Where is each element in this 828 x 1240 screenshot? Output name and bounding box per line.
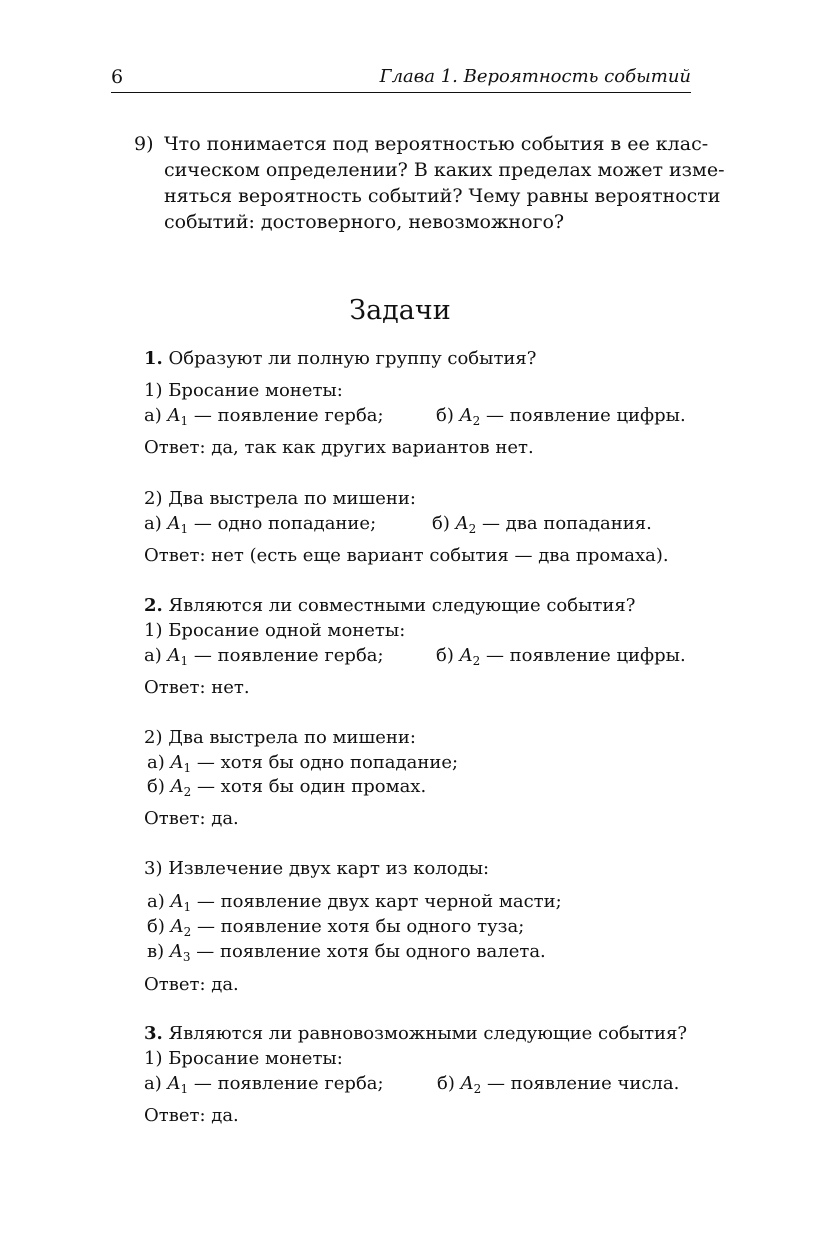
event-b: [147, 776, 426, 797]
event-prefix: а): [144, 405, 168, 426]
case-label: 2) Два выстрела по мишени:: [144, 488, 416, 509]
event-text: — появление герба;: [188, 405, 384, 426]
question-line: Что понимается под вероятностью события в ее клас-: [164, 133, 709, 155]
answer: Ответ: да, так как других вариантов нет.: [144, 437, 534, 458]
event-sub: 1: [183, 761, 192, 775]
problem-text: Являются ли совместными следующие события?: [168, 595, 636, 616]
event-a: [147, 752, 458, 773]
event-var: A: [460, 1073, 474, 1094]
event-text: — появление хотя бы одного туза;: [191, 916, 525, 937]
event-var: A: [459, 645, 473, 666]
event-text: — появление цифры.: [480, 645, 686, 666]
event-text: — появление герба;: [188, 1073, 384, 1094]
event-sub: 1: [180, 1082, 189, 1096]
problem-2-statement: [144, 595, 635, 616]
answer: Ответ: да.: [144, 1105, 239, 1126]
event-sub: 3: [182, 950, 191, 964]
event-text: — два попадания.: [476, 513, 652, 534]
event-var: A: [167, 405, 181, 426]
section-title: [0, 295, 800, 326]
event-a: [147, 891, 562, 912]
event-sub: 2: [472, 654, 481, 668]
problem-number: 1.: [144, 348, 163, 369]
problem-number: 2.: [144, 595, 163, 616]
event-b: [437, 1073, 679, 1094]
event-c: [147, 941, 546, 962]
event-sub: 1: [183, 900, 192, 914]
event-prefix: а): [144, 1073, 168, 1094]
event-sub: 1: [180, 414, 189, 428]
case-label: 1) Бросание монеты:: [144, 1048, 343, 1069]
event-text: — появление хотя бы одного валета.: [190, 941, 546, 962]
page-number: 6: [111, 66, 124, 88]
question-line: няться вероятность событий? Чему равны вероятности: [164, 185, 721, 207]
answer: Ответ: да.: [144, 974, 239, 995]
running-header: [111, 66, 691, 93]
event-text: — появление герба;: [188, 645, 384, 666]
event-text: — хотя бы одно попадание;: [191, 752, 459, 773]
event-prefix: б): [432, 513, 456, 534]
case-label: 1) Бросание одной монеты:: [144, 620, 406, 641]
case-label: 3) Извлечение двух карт из колоды:: [144, 858, 490, 879]
problem-1-statement: [144, 348, 536, 369]
event-var: A: [455, 513, 469, 534]
event-prefix: б): [147, 916, 171, 937]
section-title-text: Задачи: [349, 295, 451, 326]
event-sub: 2: [183, 785, 192, 799]
event-a: [144, 645, 384, 666]
event-prefix: б): [437, 1073, 461, 1094]
question-line: сическом определении? В каких пределах может изме-: [164, 159, 725, 181]
problem-number: 3.: [144, 1023, 163, 1044]
event-prefix: а): [147, 891, 171, 912]
event-text: — появление числа.: [481, 1073, 680, 1094]
answer: Ответ: нет (есть еще вариант события — два промаха).: [144, 545, 669, 566]
event-var: A: [459, 405, 473, 426]
case-label: 1) Бросание монеты:: [144, 380, 343, 401]
event-var: A: [167, 645, 181, 666]
event-b: [147, 916, 524, 937]
problem-3-statement: [144, 1023, 687, 1044]
event-text: — появление двух карт черной масти;: [191, 891, 562, 912]
event-text: — появление цифры.: [480, 405, 686, 426]
event-prefix: б): [436, 645, 460, 666]
event-prefix: а): [147, 752, 171, 773]
event-var: A: [167, 513, 181, 534]
event-sub: 2: [472, 414, 481, 428]
event-var: A: [170, 916, 184, 937]
case-label: 2) Два выстрела по мишени:: [144, 727, 416, 748]
event-prefix: в): [147, 941, 170, 962]
event-sub: 2: [473, 1082, 482, 1096]
answer: Ответ: да.: [144, 808, 239, 829]
event-var: A: [170, 752, 184, 773]
event-prefix: а): [144, 513, 168, 534]
event-sub: 1: [180, 522, 189, 536]
event-sub: 2: [468, 522, 477, 536]
event-a: [144, 1073, 384, 1094]
event-prefix: б): [147, 776, 171, 797]
answer: Ответ: нет.: [144, 677, 250, 698]
event-prefix: а): [144, 645, 168, 666]
event-var: A: [170, 776, 184, 797]
event-text: — одно попадание;: [188, 513, 377, 534]
event-b: [436, 405, 686, 426]
event-text: — хотя бы один промах.: [191, 776, 427, 797]
event-a: [144, 405, 384, 426]
event-b: [436, 645, 686, 666]
question-number: 9): [134, 133, 154, 155]
problem-text: Являются ли равновозможными следующие события?: [168, 1023, 688, 1044]
event-b: [432, 513, 652, 534]
problem-text: Образуют ли полную группу события?: [168, 348, 537, 369]
event-sub: 2: [183, 925, 192, 939]
event-a: [144, 513, 376, 534]
event-sub: 1: [180, 654, 189, 668]
question-line: событий: достоверного, невозможного?: [164, 211, 565, 233]
event-var: A: [167, 1073, 181, 1094]
event-var: A: [169, 941, 183, 962]
event-var: A: [170, 891, 184, 912]
chapter-title: Глава 1. Вероятность событий: [379, 66, 691, 87]
event-prefix: б): [436, 405, 460, 426]
